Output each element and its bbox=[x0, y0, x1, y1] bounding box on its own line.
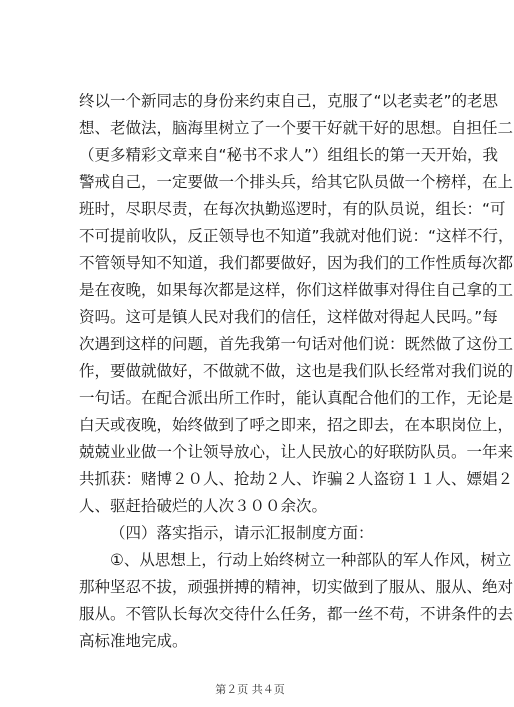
text-line: 想、老做法，脑海里树立了一个要干好就干好的思想。自担任二 bbox=[79, 119, 514, 137]
text-line: 那种坚忍不拔，顽强拼搏的精神，切实做到了服从、服从、绝对 bbox=[79, 578, 514, 596]
text-line: 高标准地完成。 bbox=[79, 632, 188, 650]
text-line: 白天或夜晚，始终做到了呼之即来，招之即去，在本职岗位上， bbox=[79, 416, 514, 434]
text-line: ①、从思想上，行动上始终树立一种部队的军人作风，树立 bbox=[110, 551, 512, 569]
section-heading: （四）落实指示，请示汇报制度方面： bbox=[110, 524, 374, 542]
page-number: 第２页 共４页 bbox=[215, 683, 285, 696]
text-line: 一句话。在配合派出所工作时，能认真配合他们的工作，无论是 bbox=[79, 389, 514, 407]
text-line: 人、驱赶拾破烂的人次３００余次。 bbox=[79, 497, 328, 515]
text-line: 兢兢业业做一个让领导放心，让人民放心的好联防队员。一年来 bbox=[79, 443, 514, 461]
text-line: 次遇到这样的问题，首先我第一句话对他们说：既然做了这份工 bbox=[79, 335, 514, 353]
text-line: 服从。不管队长每次交待什么任务，都一丝不苟，不讲条件的去 bbox=[79, 605, 514, 623]
text-line: 班时，尽职尽责，在每次执勤巡逻时，有的队员说，组长：“可 bbox=[79, 200, 506, 218]
text-line: 不管领导知不知道，我们都要做好，因为我们的工作性质每次都 bbox=[79, 254, 514, 272]
body-text bbox=[79, 88, 514, 655]
text-line: （更多精彩文章来自“秘书不求人”）组组长的第一天开始，我 bbox=[79, 146, 499, 164]
text-line: 不可提前收队，反正领导也不知道”我就对他们说：“这样不行， bbox=[79, 227, 514, 245]
text-line: 资吗。这可是镇人民对我们的信任，这样做对得起人民吗。”每 bbox=[79, 308, 498, 326]
text-line: 共抓获：赌博２０人、抢劫２人、诈骗２人盗窃１１人、嫖娼２ bbox=[79, 470, 514, 488]
text-line: 终以一个新同志的身份来约束自己，克服了“以老卖老”的老思 bbox=[79, 92, 499, 110]
text-line: 是在夜晚，如果每次都是这样，你们这样做事对得住自己拿的工 bbox=[79, 281, 514, 299]
text-line: 警戒自己，一定要做一个排头兵，给其它队员做一个榜样，在上 bbox=[79, 173, 514, 191]
text-line: 作，要做就做好，不做就不做，这也是我们队长经常对我们说的 bbox=[79, 362, 514, 380]
